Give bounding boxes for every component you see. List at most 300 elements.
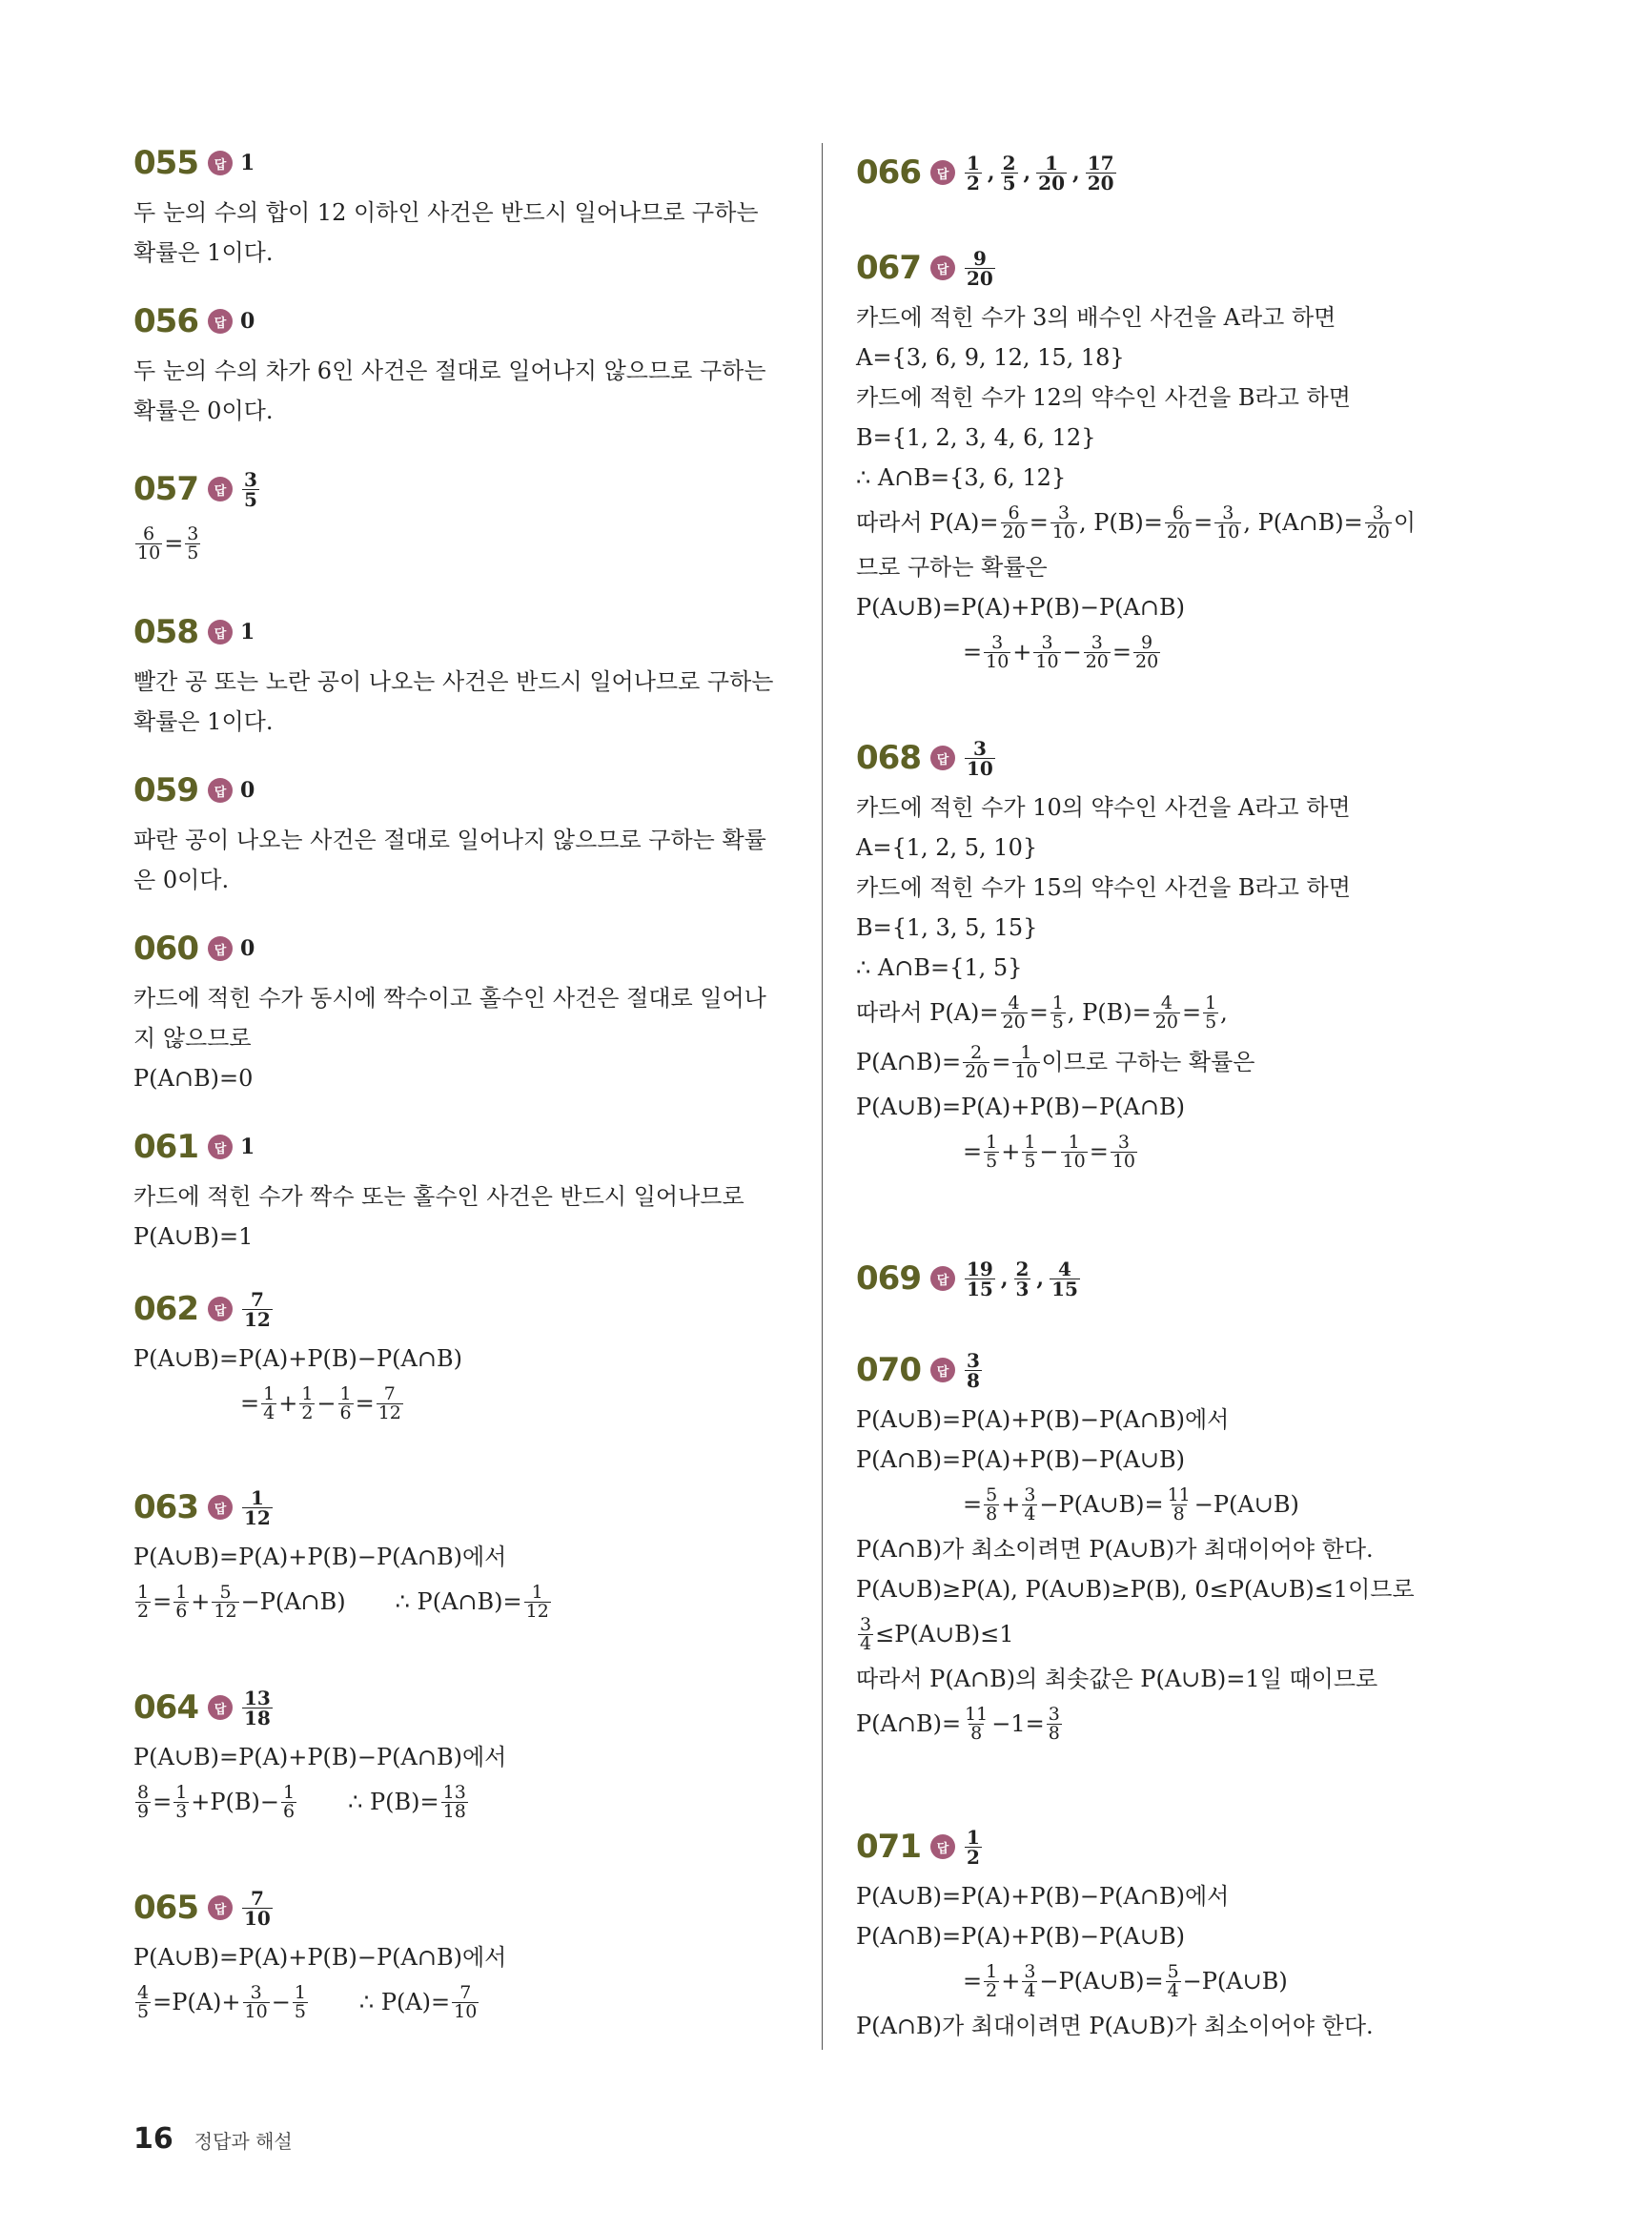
answer-badge: 답 [930,1358,955,1382]
problem-067 [856,238,1523,728]
fraction-numerator: 1 [531,1581,543,1603]
answer-badge: 답 [208,151,233,175]
text-line: 두 눈의 수의 차가 6인 사건은 절대로 일어나지 않으므로 구하는 [133,358,766,384]
fraction-numerator: 7 [250,1886,264,1910]
math-line [856,627,1523,677]
answer [963,1825,984,1869]
fraction-numerator: 2 [970,1041,983,1063]
fraction-numerator: 5 [1167,1960,1179,1982]
fraction-numerator: 1 [339,1382,352,1404]
problem-number: 068 [856,739,921,777]
math-text: , [1220,999,1228,1026]
math-text: 이 [1393,509,1417,536]
fraction-numerator: 19 [966,1257,993,1280]
answer-badge: 답 [930,1834,955,1859]
answer [963,1259,1082,1299]
math-text: P(A∩B)= [856,1049,962,1075]
math-line [856,1699,1523,1749]
answer-badge: 답 [208,1297,233,1321]
section-label: 정답과 해설 [194,2130,293,2153]
fraction-denominator: 12 [214,1600,237,1622]
fraction-numerator: 1 [1020,1041,1032,1063]
fraction-numerator: 5 [219,1581,232,1603]
problem-056 [133,292,801,460]
fraction-denominator: 20 [1154,1011,1178,1033]
fraction-denominator: 6 [339,1401,352,1423]
fraction-denominator: 10 [1062,1150,1086,1172]
fraction-denominator: 4 [1167,1979,1179,2001]
math-line: P(A∩B)=P(A)+P(B)−P(A∪B) [856,1446,1185,1473]
text-line: 확률은 0이다. [133,398,274,424]
answer-badge: 답 [208,477,233,501]
problem-number: 061 [133,1128,198,1166]
fraction-numerator: 3 [1048,1703,1060,1725]
answer-badge: 답 [930,256,955,280]
math-text: −P(A∪B)= [1039,1491,1164,1518]
math-text: −P(A∪B) [1193,1491,1299,1518]
text-line: 카드에 적힌 수가 동시에 짝수이고 홀수인 사건은 절대로 일어나 [133,985,766,1012]
math-line [133,1379,801,1428]
fraction-denominator: 10 [1112,1150,1135,1172]
math-line: P(A∪B)=P(A)+P(B)−P(A∩B)에서 [133,1544,507,1570]
answer-badge: 답 [930,1266,955,1291]
math-line [856,1956,1523,2006]
comma: , [1036,1266,1045,1291]
fraction-numerator: 3 [187,522,199,544]
fraction-numerator: 13 [442,1781,466,1803]
fraction-numerator: 2 [1002,151,1016,174]
answer: 0 [239,778,255,803]
equals-sign: = [1029,999,1049,1026]
fraction-numerator: 3 [1117,1131,1130,1153]
math-text: −P(A∩B) [240,1588,346,1615]
problem-066 [856,143,1523,238]
fraction-denominator: 2 [137,1600,150,1622]
problem-number: 069 [856,1259,921,1298]
minus-sign: − [316,1390,337,1417]
problem-069 [856,1249,1523,1340]
page-number: 16 [133,2122,173,2156]
fraction-numerator: 3 [1222,501,1234,523]
fraction-denominator: 5 [294,2000,306,2022]
fraction-numerator: 13 [243,1686,271,1709]
math-line: P(A∩B)=P(A)+P(B)−P(A∪B) [856,1923,1185,1950]
text-line: 카드에 적힌 수가 짝수 또는 홀수인 사건은 반드시 일어나므로 [133,1183,744,1210]
problem-062 [133,1279,801,1478]
fraction-numerator: 4 [137,1981,150,2003]
problem-058 [133,603,801,761]
text-line: P(A∩B)가 최대이려면 P(A∪B)가 최소이어야 한다. [856,2013,1374,2039]
answer-badge: 답 [208,1135,233,1159]
fraction-numerator: 6 [1172,501,1185,523]
text-line: 확률은 1이다. [133,239,274,266]
text-line: 두 눈의 수의 합이 12 이하인 사건은 반드시 일어나므로 구하는 [133,199,759,226]
fraction-denominator: 10 [137,542,161,563]
text-line: 므로 구하는 확률은 [856,554,1048,581]
fraction-numerator: 1 [986,1960,998,1982]
fraction-numerator: 3 [1024,1960,1036,1982]
text-line: 파란 공이 나오는 사건은 절대로 일어나지 않으므로 구하는 확률 [133,827,766,853]
math-line: P(A∪B)=P(A)+P(B)−P(A∩B) [856,594,1185,621]
text-line: 빨간 공 또는 노란 공이 나오는 사건은 반드시 일어나므로 구하는 [133,668,774,695]
math-line: ∴ A∩B={3, 6, 12} [856,464,1067,491]
answer [240,1287,275,1331]
answer [240,1485,275,1529]
fraction-denominator: 4 [860,1632,872,1654]
math-line: P(A∪B)=1 [133,1223,254,1250]
fraction-numerator: 3 [1091,631,1103,653]
fraction-numerator: 3 [991,631,1004,653]
fraction-denominator: 20 [1087,171,1114,194]
answer-badge: 답 [208,1895,233,1920]
fraction-numerator: 7 [383,1382,396,1404]
fraction-numerator: 2 [1015,1257,1030,1280]
answer-badge: 답 [208,620,233,644]
fraction-denominator: 8 [1173,1503,1185,1524]
math-text: P(A∩B)= [856,1710,962,1737]
problem-number: 070 [856,1351,921,1389]
fraction-numerator: 1 [294,1981,306,2003]
text-line: 은 0이다. [133,867,230,893]
fraction-denominator: 5 [1051,1011,1064,1033]
fraction-denominator: 4 [1024,1979,1036,2001]
answer-badge: 답 [208,1495,233,1520]
math-text: 따라서 P(A)= [856,509,999,536]
problem-number: 067 [856,249,921,287]
problem-number: 063 [133,1488,198,1526]
fraction-numerator: 1 [1205,992,1217,1013]
therefore-text: ∴ P(B)= [348,1789,439,1815]
problem-057 [133,460,801,603]
therefore-text: ∴ P(A∩B)= [395,1588,522,1615]
math-text: −P(A∪B) [1182,1968,1288,1995]
fraction-numerator: 3 [1057,501,1070,523]
fraction-denominator: 5 [1024,1150,1036,1172]
math-text: −P(A∪B)= [1039,1968,1164,1995]
left-column [133,133,801,2040]
equals-sign: = [1112,639,1132,665]
answer-badge: 답 [208,778,233,803]
comma: , [987,160,995,185]
math-line: P(A∪B)=P(A)+P(B)−P(A∩B)에서 [133,1744,507,1770]
fraction-numerator: 9 [972,246,987,270]
math-text: , P(B)= [1067,999,1152,1026]
problem-065 [133,1878,801,2040]
fraction-numerator: 3 [243,467,257,491]
equals-sign: = [963,1138,983,1165]
fraction-numerator: 1 [1024,1131,1036,1153]
fraction-denominator: 3 [175,1800,188,1822]
equals-sign: = [963,1491,983,1518]
fraction-denominator: 20 [966,266,993,290]
fraction-denominator: 3 [1015,1277,1030,1300]
plus-sign: + [1001,1968,1021,1995]
fraction-numerator: 8 [137,1781,150,1803]
problem-number: 071 [856,1828,921,1866]
fraction-denominator: 6 [175,1600,188,1622]
equals-sign: = [991,1049,1011,1075]
fraction-denominator: 20 [1085,650,1109,672]
fraction-denominator: 5 [986,1150,998,1172]
problem-number: 055 [133,144,198,182]
problem-059 [133,761,801,919]
fraction-denominator: 12 [525,1600,549,1622]
text-line: 확률은 1이다. [133,708,274,735]
answer: 1 [239,620,255,644]
fraction-denominator: 4 [1024,1503,1036,1524]
fraction-denominator: 20 [1002,1011,1026,1033]
text-line: 카드에 적힌 수가 3의 배수인 사건을 A라고 하면 [856,304,1336,331]
fraction-numerator: 1 [263,1382,275,1404]
answer: 1 [239,1135,255,1159]
fraction-denominator: 4 [263,1401,275,1423]
math-line: P(A∪B)=P(A)+P(B)−P(A∩B)에서 [856,1406,1230,1433]
answer-badge: 답 [208,1695,233,1720]
math-line: P(A∪B)=P(A)+P(B)−P(A∩B)에서 [856,1883,1230,1910]
math-text: +P(B)− [191,1789,280,1815]
problem-number: 065 [133,1889,198,1927]
fraction-denominator: 15 [966,1277,993,1300]
math-line: A={1, 2, 5, 10} [856,834,1038,861]
fraction-numerator: 3 [860,1613,872,1635]
fraction-numerator: 1 [175,1781,188,1803]
fraction-denominator: 10 [1035,650,1059,672]
text-line: 카드에 적힌 수가 10의 약수인 사건을 A라고 하면 [856,794,1351,821]
fraction-numerator: 4 [1160,992,1173,1013]
fraction-numerator: 1 [966,151,980,174]
math-line: B={1, 3, 5, 15} [856,914,1038,941]
answer: 0 [239,936,255,961]
math-text: , P(B)= [1078,509,1163,536]
problem-070 [856,1340,1523,1817]
fraction-denominator: 12 [243,1505,271,1529]
right-column [856,143,1523,2039]
fraction-numerator: 6 [1008,501,1020,523]
problem-number: 059 [133,771,198,809]
fraction-numerator: 3 [1024,1483,1036,1505]
answer [240,467,261,511]
math-text: −1= [991,1710,1045,1737]
fraction-numerator: 6 [143,522,155,544]
fraction-denominator: 8 [970,1722,983,1744]
fraction-numerator: 1 [283,1781,296,1803]
math-text: 따라서 P(A)= [856,999,999,1026]
text-line: 따라서 P(A∩B)의 최솟값은 P(A∪B)=1일 때이므로 [856,1666,1378,1692]
comma: , [1000,1266,1009,1291]
equals-sign: = [1193,509,1214,536]
fraction-denominator: 5 [187,542,199,563]
column-divider [822,143,823,2050]
fraction-denominator: 10 [1051,521,1075,542]
fraction-numerator: 4 [1008,992,1020,1013]
math-text: =P(A)+ [153,1989,241,2015]
problem-number: 066 [856,153,921,192]
fraction-denominator: 18 [442,1800,466,1822]
plus-sign: + [1012,639,1032,665]
fraction-numerator: 7 [250,1287,264,1311]
fraction-denominator: 2 [301,1401,314,1423]
fraction-denominator: 20 [1002,521,1026,542]
fraction-numerator: 1 [1068,1131,1080,1153]
text-line: 카드에 적힌 수가 15의 약수인 사건을 B라고 하면 [856,874,1351,901]
math-line [133,1977,801,2027]
minus-sign: − [271,1989,291,2015]
math-line: P(A∩B)=0 [133,1065,254,1092]
fraction-denominator: 10 [1216,521,1240,542]
answer [240,1886,275,1930]
fraction-denominator: 10 [244,2000,268,2022]
equals-sign: = [1181,999,1202,1026]
fraction-denominator: 8 [1048,1722,1060,1744]
math-text: , P(A∩B)= [1243,509,1363,536]
fraction-denominator: 10 [966,756,993,780]
fraction-denominator: 10 [1014,1060,1038,1082]
fraction-numerator: 3 [966,1348,980,1372]
problem-060 [133,919,801,1117]
fraction-denominator: 9 [137,1800,150,1822]
answer-badge: 답 [208,936,233,961]
fraction-denominator: 5 [1002,171,1016,194]
fraction-numerator: 3 [1041,631,1053,653]
equals-sign: = [963,639,983,665]
math-line [856,1480,1523,1529]
plus-sign: + [1001,1138,1021,1165]
fraction-denominator: 20 [1366,521,1390,542]
fraction-numerator: 11 [965,1703,989,1725]
page-footer [133,2122,293,2156]
equals-sign: = [1089,1138,1109,1165]
fraction-numerator: 1 [1051,992,1064,1013]
fraction-denominator: 20 [1166,521,1191,542]
problem-068 [856,728,1523,1249]
fraction-denominator: 5 [1205,1011,1217,1033]
plus-sign: + [278,1390,298,1417]
text-line: P(A∩B)가 최소이려면 P(A∪B)가 최대이어야 한다. [856,1536,1374,1563]
problem-063 [133,1478,801,1678]
fraction-denominator: 10 [243,1906,271,1930]
math-text: 이므로 구하는 확률은 [1041,1049,1255,1075]
fraction-denominator: 2 [966,1845,980,1869]
math-line: P(A∪B)=P(A)+P(B)−P(A∩B) [856,1094,1185,1120]
math-line [856,1127,1523,1176]
fraction-denominator: 20 [1038,171,1066,194]
fraction-denominator: 5 [137,2000,150,2022]
math-line: P(A∪B)≥P(A), P(A∪B)≥P(B), 0≤P(A∪B)≤1이므로 [856,1576,1415,1603]
equals-sign: = [355,1390,375,1417]
equals-sign: = [963,1968,983,1995]
problem-071 [856,1817,1523,2039]
text-line: 지 않으므로 [133,1025,252,1052]
fraction-numerator: 1 [301,1382,314,1404]
answer: 0 [239,309,255,334]
answer [240,1688,275,1728]
fraction-numerator: 3 [1372,501,1384,523]
fraction-denominator: 10 [454,2000,478,2022]
fraction-denominator: 20 [1135,650,1159,672]
answer [963,246,997,290]
fraction-numerator: 3 [250,1981,262,2003]
fraction-denominator: 12 [243,1307,271,1331]
fraction-numerator: 3 [972,736,987,760]
fraction-denominator: 12 [377,1401,401,1423]
fraction-numerator: 1 [137,1581,150,1603]
plus-sign: + [1001,1491,1021,1518]
problem-061 [133,1117,801,1279]
fraction-numerator: 4 [1058,1257,1071,1280]
math-line [856,988,1523,1037]
equals-sign: = [153,1588,173,1615]
plus-sign: + [191,1588,211,1615]
answer [963,153,1118,193]
fraction-denominator: 6 [283,1800,296,1822]
math-line: P(A∪B)=P(A)+P(B)−P(A∩B)에서 [133,1944,507,1971]
math-line: A={3, 6, 9, 12, 15, 18} [856,344,1125,371]
problem-number: 056 [133,302,198,340]
math-line: P(A∪B)=P(A)+P(B)−P(A∩B) [133,1345,462,1372]
fraction-numerator: 1 [966,1825,980,1849]
problem-number: 057 [133,470,198,508]
fraction-denominator: 2 [966,171,980,194]
answer-badge: 답 [930,746,955,770]
fraction-denominator: 20 [965,1060,989,1082]
answer [963,736,997,780]
math-line [133,519,801,568]
fraction-numerator: 9 [1141,631,1153,653]
fraction-denominator: 8 [966,1368,980,1392]
problem-number: 062 [133,1290,198,1328]
equals-sign: = [240,1390,260,1417]
fraction-numerator: 1 [986,1131,998,1153]
problem-number: 064 [133,1688,198,1727]
fraction-denominator: 2 [986,1979,998,2001]
math-line: B={1, 2, 3, 4, 6, 12} [856,424,1096,451]
fraction-numerator: 1 [250,1485,264,1509]
answer-badge: 답 [930,160,955,185]
math-line [133,1777,801,1827]
fraction-denominator: 10 [986,650,1010,672]
answer [963,1348,984,1392]
fraction-denominator: 5 [243,487,257,511]
text-line: 카드에 적힌 수가 12의 약수인 사건을 B라고 하면 [856,384,1351,411]
math-line [856,498,1523,547]
fraction-numerator: 5 [986,1483,998,1505]
math-line: ∴ A∩B={1, 5} [856,954,1023,981]
fraction-denominator: 8 [986,1503,998,1524]
equals-sign: = [153,1789,173,1815]
minus-sign: − [1062,639,1082,665]
math-line [856,1609,1523,1659]
answer: 1 [239,151,255,175]
math-line [856,1037,1523,1087]
problem-055 [133,133,801,292]
comma: , [1072,160,1080,185]
fraction-numerator: 17 [1087,151,1114,174]
minus-sign: − [1039,1138,1059,1165]
problem-number: 058 [133,613,198,651]
answer-badge: 답 [208,309,233,334]
fraction-numerator: 7 [459,1981,472,2003]
comma: , [1023,160,1031,185]
fraction-numerator: 1 [1045,151,1059,174]
fraction-numerator: 11 [1167,1483,1191,1505]
problem-064 [133,1678,801,1878]
equals-sign: = [164,530,184,557]
equals-sign: = [1029,509,1049,536]
problem-number: 060 [133,930,198,968]
therefore-text: ∴ P(A)= [358,1989,451,2015]
fraction-denominator: 15 [1051,1277,1078,1300]
math-line [133,1577,801,1626]
